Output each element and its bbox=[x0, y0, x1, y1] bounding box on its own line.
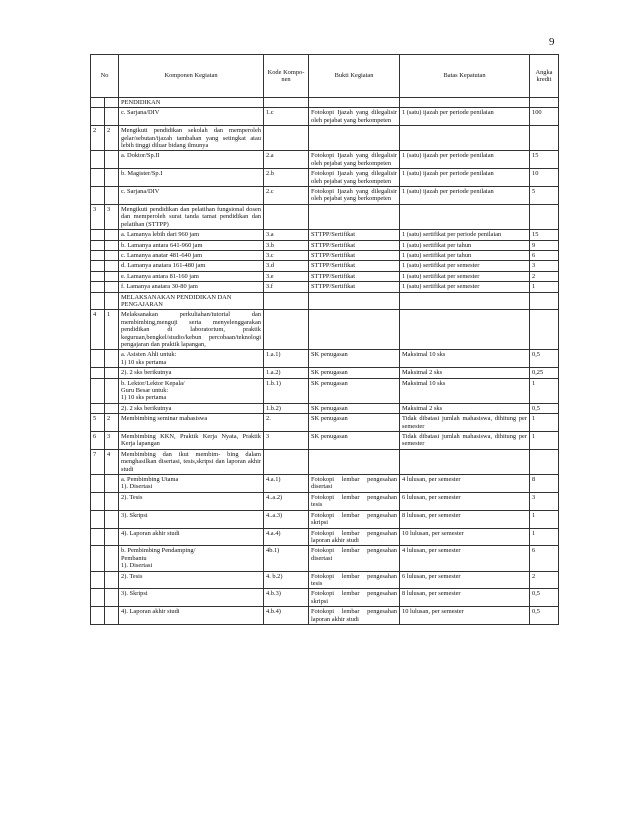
cell-bukti: SK penugasan bbox=[309, 414, 400, 432]
cell-angka: 6 bbox=[530, 546, 559, 571]
cell-angka: 100 bbox=[530, 108, 559, 126]
header-kode: Kode Kompo- nen bbox=[264, 55, 309, 98]
cell-komponen: Membimbing seminar mahasiswa bbox=[119, 414, 264, 432]
cell-batas: 1 (satu) ijazah per periode penilaian bbox=[400, 151, 530, 169]
cell-angka: 2 bbox=[530, 571, 559, 589]
table-row bbox=[91, 187, 559, 205]
cell-no bbox=[91, 240, 105, 250]
table-row bbox=[91, 310, 559, 350]
table-row bbox=[91, 282, 559, 292]
cell-angka bbox=[530, 126, 559, 151]
cell-komponen: Membimbing dan ikut membim- bing dalam menghasilkan disertasi, tesis,skripsi dan laporan akhir studi bbox=[119, 449, 264, 474]
cell-sub bbox=[105, 368, 119, 378]
cell-kode: 4..a.3) bbox=[264, 510, 309, 528]
cell-angka: 3 bbox=[530, 261, 559, 271]
cell-batas: 1 (satu) ijazah per periode penilaian bbox=[400, 187, 530, 205]
table-row bbox=[91, 546, 559, 571]
cell-komponen: 3). Skripsi bbox=[119, 589, 264, 607]
cell-sub bbox=[105, 151, 119, 169]
cell-komponen: 3). Skripsi bbox=[119, 510, 264, 528]
cell-bukti: Fotokopi lembar pengesahan laporan akhir studi bbox=[309, 528, 400, 546]
cell-bukti: Fotokopi Ijazah yang dilegalisir oleh pejabat yang berkompeten bbox=[309, 187, 400, 205]
cell-batas bbox=[400, 292, 530, 310]
cell-bukti bbox=[309, 449, 400, 474]
cell-komponen: Membimbing KKN, Praktik Kerja Nyata, Praktik Kerja lapangan bbox=[119, 432, 264, 450]
cell-batas: 6 lulusan, per semester bbox=[400, 492, 530, 510]
cell-bukti: STTPP/Sertifikat bbox=[309, 240, 400, 250]
cell-angka: 0,5 bbox=[530, 589, 559, 607]
cell-no bbox=[91, 403, 105, 413]
cell-sub bbox=[105, 528, 119, 546]
cell-komponen: e. Lamanya antara 81-160 jam bbox=[119, 271, 264, 281]
cell-angka: 8 bbox=[530, 475, 559, 493]
cell-komponen: b. Lamanya antara 641-960 jam bbox=[119, 240, 264, 250]
cell-sub: 2 bbox=[105, 126, 119, 151]
table-row bbox=[91, 350, 559, 368]
cell-komponen: 4). Laporan akhir studi bbox=[119, 528, 264, 546]
cell-angka: 2 bbox=[530, 271, 559, 281]
cell-sub bbox=[105, 492, 119, 510]
cell-bukti: STTPP/Sertifikat bbox=[309, 261, 400, 271]
cell-bukti: Fotokopi lembar pengesahan disertasi bbox=[309, 475, 400, 493]
table-row bbox=[91, 571, 559, 589]
cell-angka: 1 bbox=[530, 432, 559, 450]
cell-angka: 0,5 bbox=[530, 403, 559, 413]
cell-bukti: Fotokopi Ijazah yang dilegalisir oleh pejabat yang berkompeten bbox=[309, 108, 400, 126]
cell-bukti: STTPP/Sertifikat bbox=[309, 230, 400, 240]
cell-batas: Tidak dibatasi jumlah mahasiswa, dihitung per semester bbox=[400, 432, 530, 450]
table-row bbox=[91, 475, 559, 493]
header-angka: Angka kredit bbox=[530, 55, 559, 98]
cell-angka: 1 bbox=[530, 414, 559, 432]
cell-bukti: Fotokopi lembar pengesahan disertasi bbox=[309, 546, 400, 571]
cell-komponen: b. Magister/Sp.I bbox=[119, 169, 264, 187]
cell-no bbox=[91, 607, 105, 625]
table-row bbox=[91, 432, 559, 450]
cell-kode: 3.f bbox=[264, 282, 309, 292]
cell-sub bbox=[105, 271, 119, 281]
page-number: 9 bbox=[549, 36, 555, 48]
cell-no bbox=[91, 169, 105, 187]
table-row bbox=[91, 492, 559, 510]
cell-no bbox=[91, 350, 105, 368]
cell-komponen: MELAKSANAKAN PENDIDIKAN DAN PENGAJARAN bbox=[119, 292, 264, 310]
cell-batas: 1 (satu) sertifikat per semester bbox=[400, 282, 530, 292]
cell-bukti: Fotokopi lembar pengesahan skripsi bbox=[309, 589, 400, 607]
cell-no bbox=[91, 250, 105, 260]
cell-sub bbox=[105, 282, 119, 292]
table-row bbox=[91, 414, 559, 432]
table-row bbox=[91, 271, 559, 281]
header-bukti: Bukti Kegiatan bbox=[309, 55, 400, 98]
table-row bbox=[91, 261, 559, 271]
cell-bukti: SK penugasan bbox=[309, 403, 400, 413]
cell-angka bbox=[530, 98, 559, 108]
table-row bbox=[91, 403, 559, 413]
cell-kode: 4.b.3) bbox=[264, 589, 309, 607]
cell-batas: 1 (satu) sertifikat per tahun bbox=[400, 250, 530, 260]
cell-komponen: d. Lamanya anatara 161-480 jam bbox=[119, 261, 264, 271]
cell-sub bbox=[105, 261, 119, 271]
cell-batas: 1 (satu) ijazah per periode penilaian bbox=[400, 169, 530, 187]
table-row bbox=[91, 368, 559, 378]
cell-kode: 1.a.1) bbox=[264, 350, 309, 368]
cell-batas bbox=[400, 98, 530, 108]
cell-batas: 10 lulusan, per semester bbox=[400, 528, 530, 546]
cell-komponen: a. Pembimbing Utama 1). Disertasi bbox=[119, 475, 264, 493]
cell-no bbox=[91, 187, 105, 205]
cell-kode: 2.b bbox=[264, 169, 309, 187]
cell-angka: 1 bbox=[530, 282, 559, 292]
cell-kode: 3.b bbox=[264, 240, 309, 250]
cell-batas: 1 (satu) sertifikat per semester bbox=[400, 261, 530, 271]
cell-sub bbox=[105, 546, 119, 571]
cell-sub bbox=[105, 240, 119, 250]
cell-angka: 1 bbox=[530, 378, 559, 403]
cell-bukti bbox=[309, 126, 400, 151]
cell-kode: 1.c bbox=[264, 108, 309, 126]
cell-no bbox=[91, 292, 105, 310]
cell-komponen: c. Sarjana/DIV bbox=[119, 108, 264, 126]
cell-sub bbox=[105, 403, 119, 413]
cell-angka: 15 bbox=[530, 151, 559, 169]
cell-angka bbox=[530, 449, 559, 474]
cell-sub bbox=[105, 350, 119, 368]
cell-komponen: Mengikuti pendidikan sekolah dan memperoleh gelar/sebutan/ijazah tambahan yang setingkat atau lebih tinggi diluar bidang ilmunya bbox=[119, 126, 264, 151]
cell-no bbox=[91, 378, 105, 403]
cell-kode: 3.c bbox=[264, 250, 309, 260]
cell-komponen: c. Sarjana/DIV bbox=[119, 187, 264, 205]
cell-komponen: b. Lektor/Lektor Kepala/ Guru Besar untuk: 1) 10 sks pertama bbox=[119, 378, 264, 403]
cell-no bbox=[91, 151, 105, 169]
cell-komponen: 4). Laporan akhir studi bbox=[119, 607, 264, 625]
cell-kode bbox=[264, 292, 309, 310]
cell-no bbox=[91, 271, 105, 281]
cell-no: 4 bbox=[91, 310, 105, 350]
cell-bukti: SK penugasan bbox=[309, 350, 400, 368]
cell-komponen: a. Doktor/Sp.II bbox=[119, 151, 264, 169]
cell-no bbox=[91, 98, 105, 108]
cell-batas bbox=[400, 126, 530, 151]
cell-batas: Tidak dibatasi jumlah mahasiswa, dihitung per semester bbox=[400, 414, 530, 432]
cell-no bbox=[91, 261, 105, 271]
cell-angka: 15 bbox=[530, 230, 559, 240]
cell-bukti: Fotokopi lembar pengesahan laporan akhir studi bbox=[309, 607, 400, 625]
table-row bbox=[91, 510, 559, 528]
cell-komponen: 2). 2 sks berikutnya bbox=[119, 368, 264, 378]
cell-kode: 4..a.2) bbox=[264, 492, 309, 510]
cell-bukti bbox=[309, 98, 400, 108]
cell-batas: Maksimal 2 sks bbox=[400, 403, 530, 413]
cell-kode: 2.a bbox=[264, 151, 309, 169]
cell-batas: 1 (satu) sertifikat per semester bbox=[400, 271, 530, 281]
cell-bukti: SK penugasan bbox=[309, 432, 400, 450]
cell-kode bbox=[264, 204, 309, 229]
cell-kode: 1.a.2) bbox=[264, 368, 309, 378]
cell-sub: 3 bbox=[105, 204, 119, 229]
cell-no bbox=[91, 108, 105, 126]
cell-no: 6 bbox=[91, 432, 105, 450]
cell-kode: 4. b.2) bbox=[264, 571, 309, 589]
header-row bbox=[91, 55, 559, 98]
cell-batas: 4 lulusan, per semester bbox=[400, 475, 530, 493]
cell-batas: 1 (satu) sertifikat per tahun bbox=[400, 240, 530, 250]
cell-kode: 4.a.4) bbox=[264, 528, 309, 546]
cell-kode: 2. bbox=[264, 414, 309, 432]
table-row bbox=[91, 528, 559, 546]
cell-angka: 0,5 bbox=[530, 607, 559, 625]
cell-bukti bbox=[309, 204, 400, 229]
cell-sub bbox=[105, 510, 119, 528]
table-row bbox=[91, 126, 559, 151]
cell-angka bbox=[530, 310, 559, 350]
cell-no: 7 bbox=[91, 449, 105, 474]
cell-batas: Maksimal 10 sks bbox=[400, 378, 530, 403]
cell-bukti bbox=[309, 292, 400, 310]
cell-angka: 0,5 bbox=[530, 350, 559, 368]
table-row bbox=[91, 204, 559, 229]
cell-bukti: SK penugasan bbox=[309, 368, 400, 378]
cell-sub bbox=[105, 250, 119, 260]
cell-no bbox=[91, 528, 105, 546]
cell-no bbox=[91, 230, 105, 240]
cell-komponen: 2). Tesis bbox=[119, 492, 264, 510]
cell-sub bbox=[105, 475, 119, 493]
cell-no bbox=[91, 546, 105, 571]
cell-no bbox=[91, 589, 105, 607]
cell-batas: 1 (satu) sertifikat per periode penilaian bbox=[400, 230, 530, 240]
cell-no bbox=[91, 571, 105, 589]
cell-batas bbox=[400, 310, 530, 350]
cell-no bbox=[91, 368, 105, 378]
cell-bukti: SK penugasan bbox=[309, 378, 400, 403]
cell-kode: 4.b.4) bbox=[264, 607, 309, 625]
cell-angka: 0,25 bbox=[530, 368, 559, 378]
cell-sub bbox=[105, 571, 119, 589]
cell-batas: 6 lulusan, per semester bbox=[400, 571, 530, 589]
cell-sub bbox=[105, 169, 119, 187]
cell-sub: 1 bbox=[105, 310, 119, 350]
cell-no bbox=[91, 510, 105, 528]
cell-komponen: Melaksanakan perkuliahan/tutorial dan membimbing,menguji serta menyelenggarakan pendidikan di laboratorium, praktik keguruan,bengkel/studio/kebun percobaan/teknologi pengajaran dan praktik lapangan, bbox=[119, 310, 264, 350]
cell-angka: 10 bbox=[530, 169, 559, 187]
table-row bbox=[91, 169, 559, 187]
cell-bukti: Fotokopi lembar pengesahan tesis bbox=[309, 571, 400, 589]
cell-sub bbox=[105, 187, 119, 205]
table-row bbox=[91, 378, 559, 403]
cell-komponen: 2). Tesis bbox=[119, 571, 264, 589]
cell-batas: 4 lulusan, per semester bbox=[400, 546, 530, 571]
cell-kode bbox=[264, 98, 309, 108]
cell-kode: 3 bbox=[264, 432, 309, 450]
cell-angka: 9 bbox=[530, 240, 559, 250]
cell-sub: 2 bbox=[105, 414, 119, 432]
cell-komponen: c. Lamanya anatar 481-640 jam bbox=[119, 250, 264, 260]
table-row bbox=[91, 250, 559, 260]
header-komponen: Komponen Kegiatan bbox=[119, 55, 264, 98]
cell-kode bbox=[264, 310, 309, 350]
table-row bbox=[91, 449, 559, 474]
cell-bukti: STTPP/Sertifikat bbox=[309, 271, 400, 281]
header-no: No bbox=[91, 55, 119, 98]
cell-no bbox=[91, 475, 105, 493]
cell-komponen: b. Pembimbing Pendamping/ Pembantu 1). Disertasi bbox=[119, 546, 264, 571]
cell-kode: 3.e bbox=[264, 271, 309, 281]
table-row bbox=[91, 108, 559, 126]
cell-komponen: a. Lamanya lebih dari 960 jam bbox=[119, 230, 264, 240]
cell-sub bbox=[105, 98, 119, 108]
cell-angka: 3 bbox=[530, 492, 559, 510]
cell-sub bbox=[105, 607, 119, 625]
cell-kode bbox=[264, 449, 309, 474]
cell-angka: 6 bbox=[530, 250, 559, 260]
cell-batas: 1 (satu) ijazah per periode penilaian bbox=[400, 108, 530, 126]
cell-komponen: PENDIDIKAN bbox=[119, 98, 264, 108]
cell-batas bbox=[400, 204, 530, 229]
cell-batas: 8 lulusan, per semester bbox=[400, 510, 530, 528]
cell-no bbox=[91, 282, 105, 292]
cell-sub bbox=[105, 292, 119, 310]
cell-no: 2 bbox=[91, 126, 105, 151]
cell-kode: 3.a bbox=[264, 230, 309, 240]
cell-angka bbox=[530, 292, 559, 310]
table-row bbox=[91, 292, 559, 310]
cell-angka: 1 bbox=[530, 528, 559, 546]
cell-kode bbox=[264, 126, 309, 151]
cell-sub bbox=[105, 589, 119, 607]
cell-no: 5 bbox=[91, 414, 105, 432]
credit-table bbox=[90, 54, 559, 625]
table-row bbox=[91, 151, 559, 169]
cell-batas: Maksimal 2 sks bbox=[400, 368, 530, 378]
cell-bukti: Fotokopi Ijazah yang dilegalisir oleh pejabat yang berkompeten bbox=[309, 151, 400, 169]
table-row bbox=[91, 98, 559, 108]
cell-sub bbox=[105, 378, 119, 403]
cell-kode: 1.b.1) bbox=[264, 378, 309, 403]
cell-komponen: f. Lamanya anatara 30-80 jam bbox=[119, 282, 264, 292]
cell-kode: 3.d bbox=[264, 261, 309, 271]
table-row bbox=[91, 607, 559, 625]
cell-bukti: STTPP/Sertifikat bbox=[309, 282, 400, 292]
cell-batas: Maksimal 10 sks bbox=[400, 350, 530, 368]
cell-angka: 1 bbox=[530, 510, 559, 528]
cell-batas: 8 lulusan, per semester bbox=[400, 589, 530, 607]
cell-bukti: STTPP/Sertifikat bbox=[309, 250, 400, 260]
cell-kode: 4b.1) bbox=[264, 546, 309, 571]
cell-sub bbox=[105, 230, 119, 240]
cell-bukti: Fotokopi lembar pengesahan tesis bbox=[309, 492, 400, 510]
cell-angka bbox=[530, 204, 559, 229]
cell-komponen: a. Asisten Ahli untuk: 1) 10 sks pertama bbox=[119, 350, 264, 368]
cell-bukti: Fotokopi lembar pengesahan skripsi bbox=[309, 510, 400, 528]
cell-no: 3 bbox=[91, 204, 105, 229]
cell-no bbox=[91, 492, 105, 510]
cell-bukti: Fotokopi Ijazah yang dilegalisir oleh pejabat yang berkompeten bbox=[309, 169, 400, 187]
cell-komponen: Mengikuti pendidikan dan pelatihan fungsional dosen dan memperoleh surat tanda tamat pendidikan dan pelatihan (STTPP) bbox=[119, 204, 264, 229]
cell-sub bbox=[105, 108, 119, 126]
cell-sub: 4 bbox=[105, 449, 119, 474]
cell-kode: 2.c bbox=[264, 187, 309, 205]
table-body bbox=[91, 98, 559, 625]
table-row bbox=[91, 589, 559, 607]
cell-batas bbox=[400, 449, 530, 474]
cell-kode: 1.b.2) bbox=[264, 403, 309, 413]
cell-bukti bbox=[309, 310, 400, 350]
table-row bbox=[91, 230, 559, 240]
cell-komponen: 2). 2 sks berikutnya bbox=[119, 403, 264, 413]
cell-batas: 10 lulusan, per semester bbox=[400, 607, 530, 625]
header-batas: Batas Kepatutan bbox=[400, 55, 530, 98]
cell-angka: 5 bbox=[530, 187, 559, 205]
table-row bbox=[91, 240, 559, 250]
cell-kode: 4.a.1) bbox=[264, 475, 309, 493]
cell-sub: 3 bbox=[105, 432, 119, 450]
